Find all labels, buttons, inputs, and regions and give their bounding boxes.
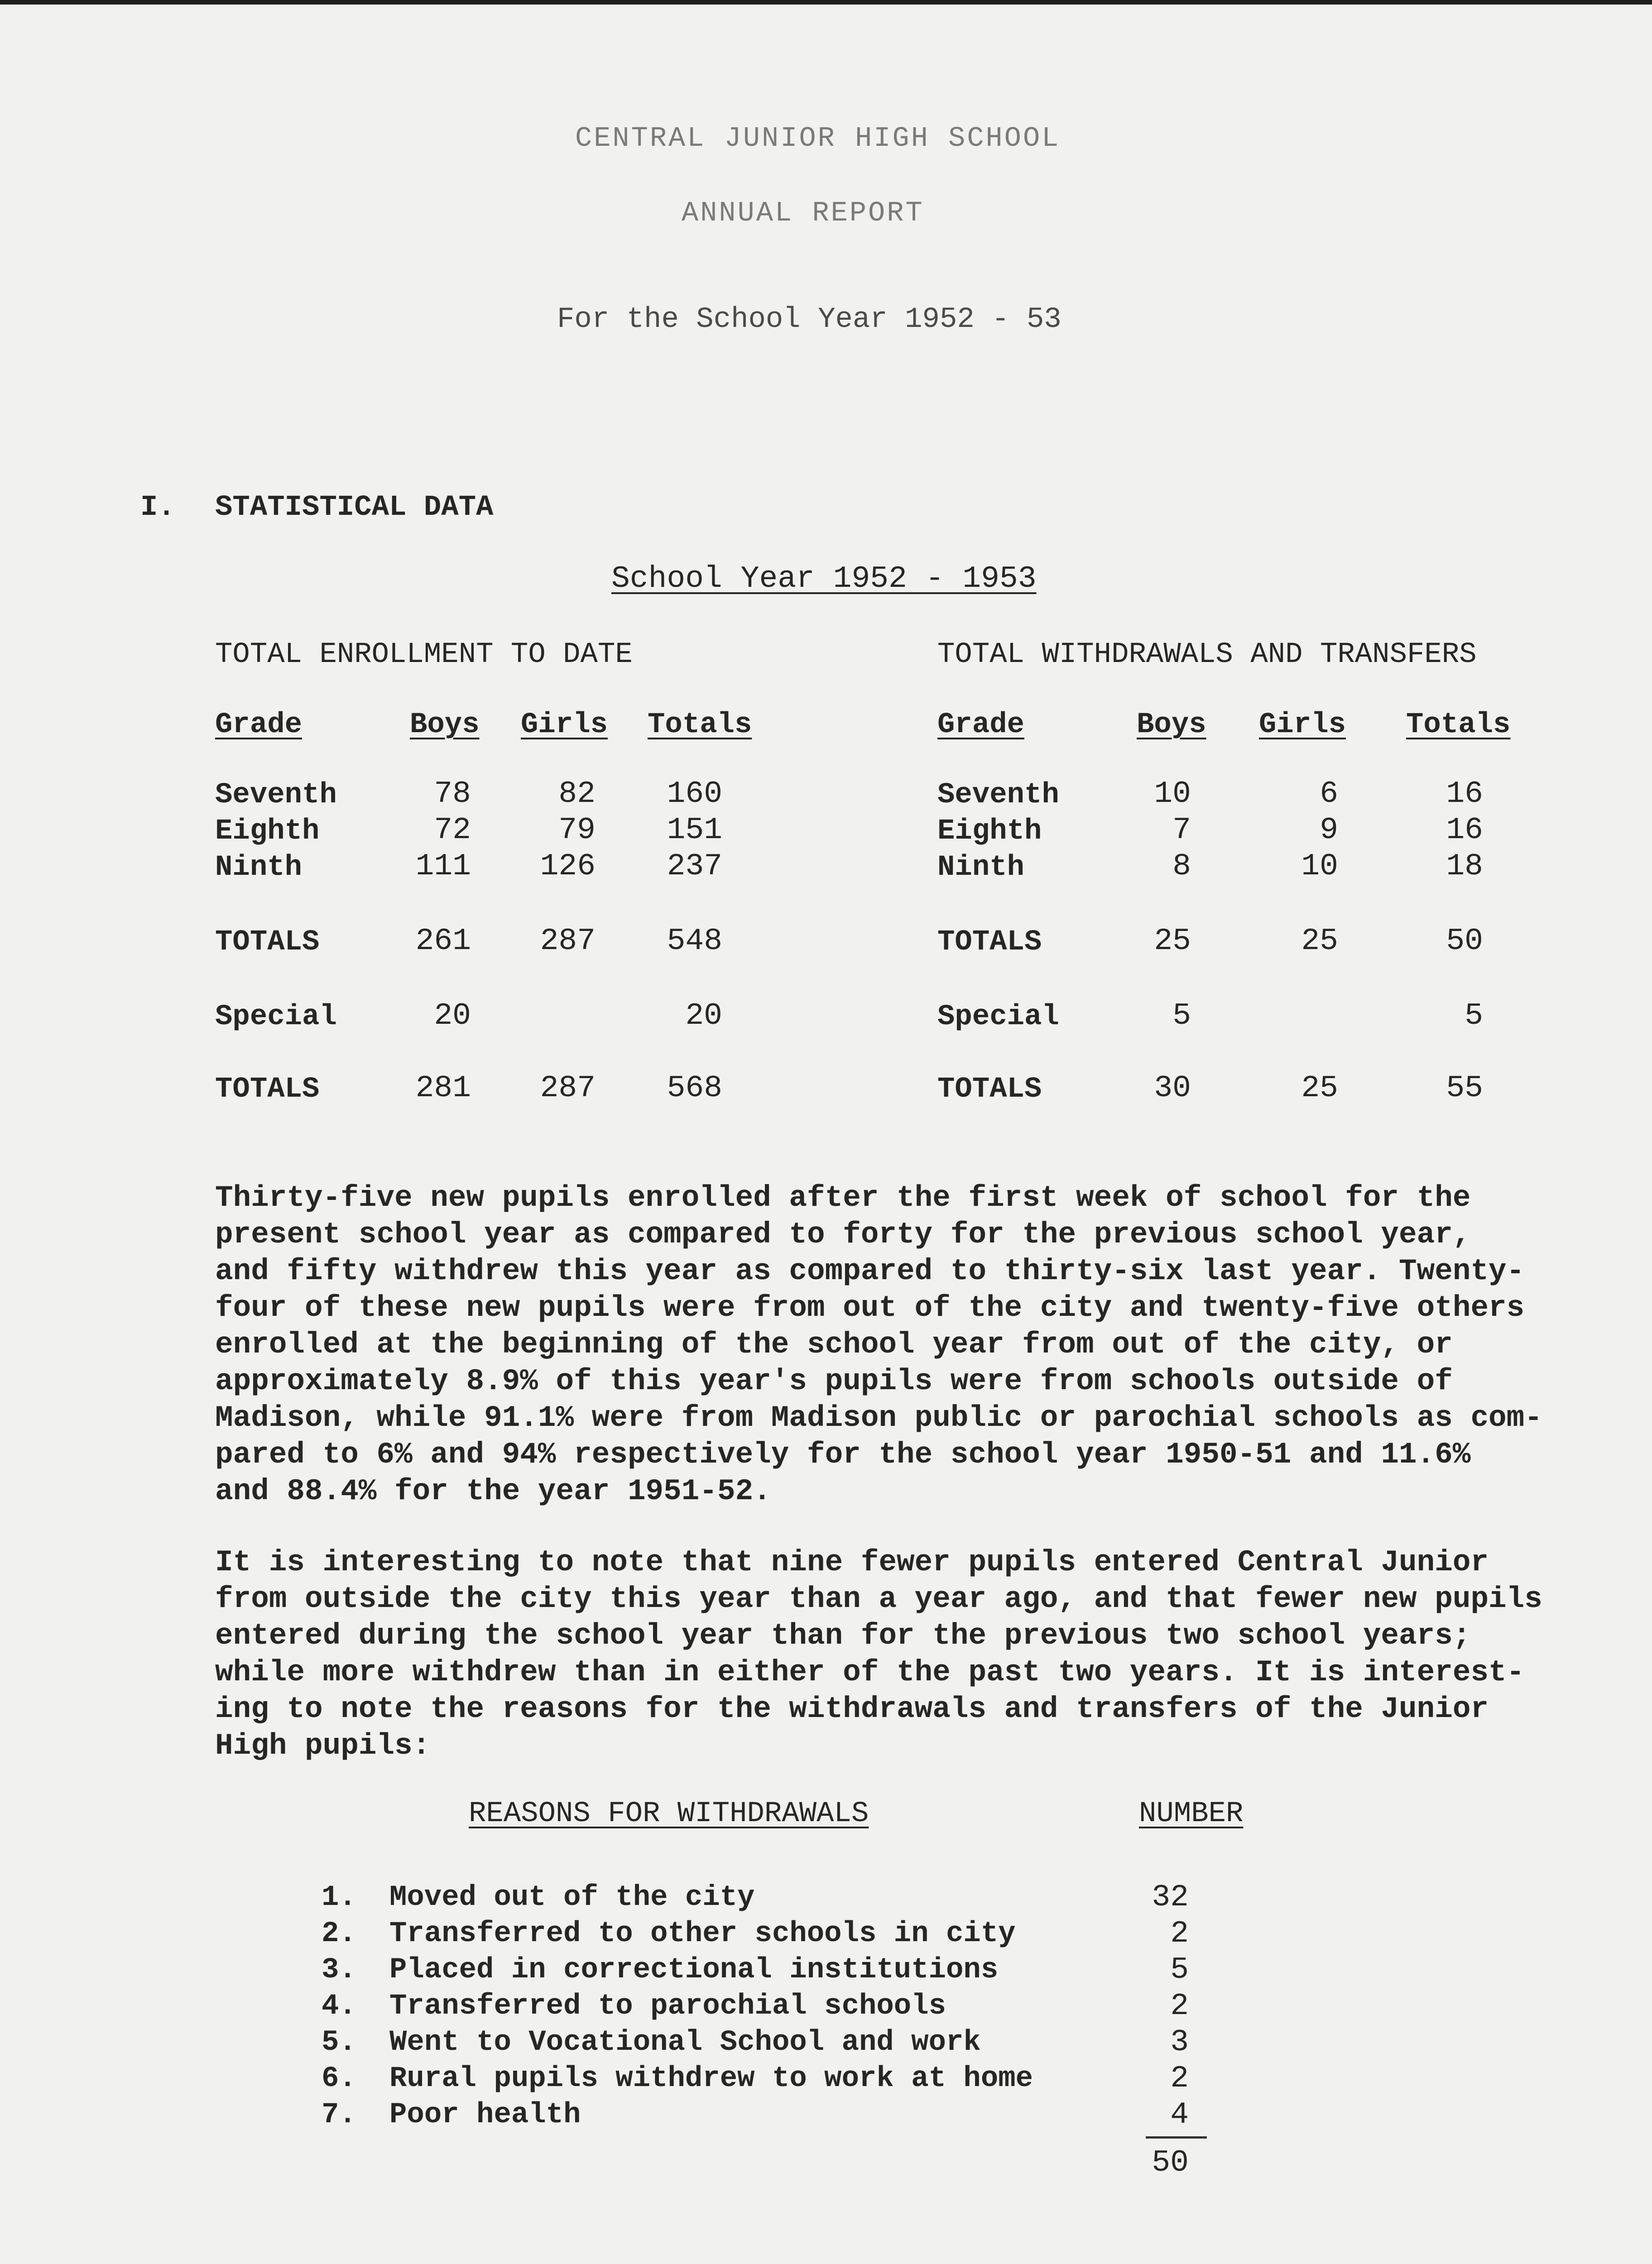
school-name: CENTRAL JUNIOR HIGH SCHOOL [575,122,1061,154]
enrollment-title: TOTAL ENROLLMENT TO DATE [215,638,633,671]
paragraph-line: four of these new pupils were from out of the city and twenty-five others [215,1291,1525,1325]
reason-text: Went to Vocational School and work [389,2026,981,2059]
enrollment-row-girls: 126 [540,849,595,884]
withdrawals-row-boys: 10 [1154,777,1191,811]
withdrawals-row-boys: 8 [1172,849,1191,884]
paragraph-line: Madison, while 91.1% were from Madison public or parochial schools as com- [215,1401,1542,1435]
withdrawals-row-totals: 50 [1446,924,1483,959]
withdrawals-row-girls: 9 [1320,813,1338,848]
paragraph-line: High pupils: [215,1729,431,1763]
enrollment-row-girls: 287 [540,924,595,959]
enrollment-row-totals: 568 [667,1071,722,1106]
reason-index: 5. [322,2026,356,2059]
paragraph-line: enrolled at the beginning of the school year from out of the city, or [215,1328,1453,1362]
enrollment-row-boys: 261 [415,924,471,959]
reason-count: 2 [1170,1989,1189,2024]
paragraph-line: while more withdrew than in either of the past two years. It is interest- [215,1655,1525,1689]
withdrawals-row-girls: 10 [1301,849,1338,884]
paragraph-line: ing to note the reasons for the withdrawals and transfers of the Junior [215,1692,1489,1726]
enrollment-row-girls: 79 [558,813,595,848]
enrollment-row-boys: 111 [415,849,471,884]
reason-text: Rural pupils withdrew to work at home [389,2063,1033,2095]
withdrawals-row-totals: 16 [1446,777,1483,811]
paragraph-line: from outside the city this year than a year ago, and that fewer new pupils [215,1582,1542,1616]
enrollment-header-girls: Girls [521,709,608,741]
enrollment-header-totals: Totals [648,709,752,741]
reason-count: 3 [1170,2025,1189,2060]
withdrawals-row-girls: 6 [1320,777,1338,811]
withdrawals-header-girls: Girls [1259,709,1346,741]
withdrawals-header-totals: Totals [1406,709,1511,741]
reason-index: 7. [322,2099,356,2131]
withdrawals-row-girls: 25 [1301,1071,1338,1106]
reason-index: 4. [322,1990,356,2023]
enrollment-row-boys: 78 [434,777,471,811]
withdrawals-row-grade: Eighth [937,815,1042,848]
reason-count: 32 [1152,1880,1189,1915]
reason-text: Transferred to other schools in city [389,1918,1016,1950]
reason-index: 2. [322,1918,356,1950]
enrollment-row-totals: 237 [667,849,722,884]
sum-rule [1146,2136,1207,2139]
withdrawals-header-boys: Boys [1137,709,1206,741]
enrollment-row-grade: Seventh [215,779,337,811]
withdrawals-row-totals: 5 [1465,998,1483,1033]
withdrawals-title: TOTAL WITHDRAWALS AND TRANSFERS [937,638,1477,671]
paragraph-line: Thirty-five new pupils enrolled after the first week of school for the [215,1181,1471,1215]
withdrawals-row-grade: Ninth [937,851,1025,884]
paragraph-line: pared to 6% and 94% respectively for the school year 1950-51 and 11.6% [215,1438,1471,1472]
enrollment-row-grade: TOTALS [215,1073,320,1106]
enrollment-row-boys: 281 [415,1071,471,1106]
withdrawals-row-grade: TOTALS [937,926,1042,959]
report-title: ANNUAL REPORT [682,197,924,229]
paragraph-line: and 88.4% for the year 1951-52. [215,1474,771,1508]
enrollment-row-totals: 548 [667,924,722,959]
reason-count: 2 [1170,2061,1189,2096]
section-title: STATISTICAL DATA [215,491,494,524]
reason-count: 4 [1170,2097,1189,2132]
paragraph-line: and fifty withdrew this year as compared to thirty-six last year. Twenty- [215,1254,1525,1288]
reasons-header: REASONS FOR WITHDRAWALS [469,1798,869,1830]
withdrawals-row-boys: 25 [1154,924,1191,959]
paragraph-line: approximately 8.9% of this year's pupils were from schools outside of [215,1364,1453,1398]
withdrawals-row-grade: TOTALS [937,1073,1042,1106]
section-number: I. [140,491,175,524]
withdrawals-header-grade: Grade [937,709,1025,741]
reason-text: Poor health [389,2099,581,2131]
enrollment-header-boys: Boys [410,709,480,741]
enrollment-row-girls: 82 [558,777,595,811]
enrollment-row-boys: 20 [434,998,471,1033]
reason-index: 1. [322,1881,356,1914]
withdrawals-row-totals: 16 [1446,813,1483,848]
enrollment-header-grade: Grade [215,709,303,741]
enrollment-row-grade: Special [215,1001,337,1033]
enrollment-row-totals: 20 [685,998,722,1033]
reason-index: 6. [322,2063,356,2095]
reason-count: 5 [1170,1952,1189,1987]
withdrawals-row-boys: 5 [1172,998,1191,1033]
paragraph-line: present school year as compared to forty for the previous school year, [215,1218,1471,1252]
enrollment-row-boys: 72 [434,813,471,848]
enrollment-row-totals: 160 [667,777,722,811]
withdrawals-row-girls: 25 [1301,924,1338,959]
top-edge [0,0,1652,5]
reasons-total: 50 [1152,2145,1189,2180]
withdrawals-row-boys: 7 [1172,813,1191,848]
number-header: NUMBER [1139,1798,1244,1830]
paragraph-line: entered during the school year than for the previous two school years; [215,1619,1471,1653]
withdrawals-row-boys: 30 [1154,1071,1191,1106]
enrollment-row-grade: Ninth [215,851,303,884]
enrollment-row-totals: 151 [667,813,722,848]
withdrawals-row-totals: 55 [1446,1071,1483,1106]
paragraph-withdrawal-summary [215,1544,1574,1764]
reason-text: Placed in correctional institutions [389,1954,999,1986]
withdrawals-row-totals: 18 [1446,849,1483,884]
reason-text: Moved out of the city [389,1881,755,1914]
reason-index: 3. [322,1954,356,1986]
paragraph-line: It is interesting to note that nine fewer pupils entered Central Junior [215,1545,1489,1579]
table-title: School Year 1952 - 1953 [611,561,1037,596]
reason-text: Transferred to parochial schools [389,1990,946,2023]
enrollment-row-grade: TOTALS [215,926,320,959]
enrollment-row-grade: Eighth [215,815,320,848]
withdrawals-row-grade: Seventh [937,779,1059,811]
paragraph-enrollment-summary [215,1180,1574,1510]
reason-count: 2 [1170,1916,1189,1951]
report-period: For the School Year 1952 - 53 [557,303,1061,336]
enrollment-row-girls: 287 [540,1071,595,1106]
withdrawals-row-grade: Special [937,1001,1059,1033]
